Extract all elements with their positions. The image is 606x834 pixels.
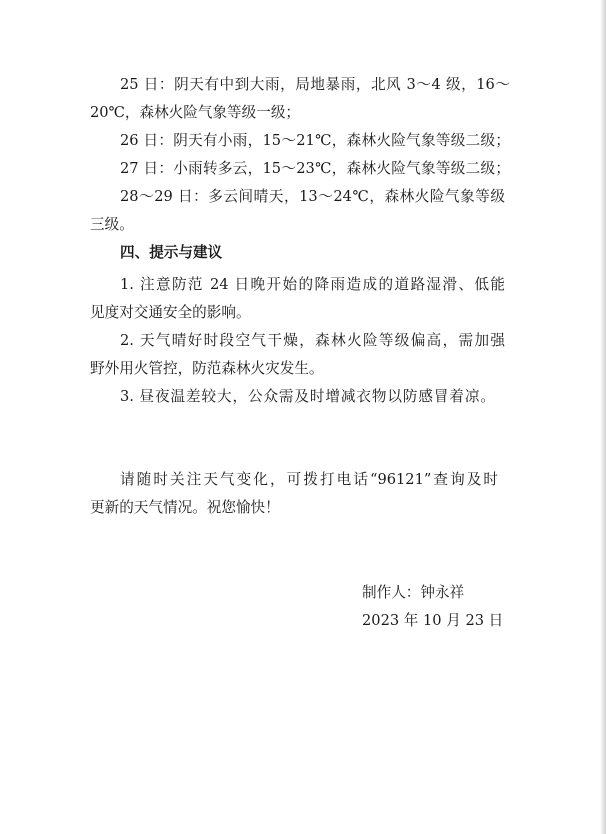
- closing-line1: 请随时关注天气变化，可拨打电话“96121”查询及时: [120, 471, 498, 488]
- advice-item3: 3. 昼夜温差较大，公众需及时增减衣物以防感冒着凉。: [120, 388, 495, 405]
- forecast-day28-29-line1: 28～29 日：多云间晴天，13～24℃，森林火险气象等级: [120, 188, 505, 205]
- advice-item2-line2: 野外用火管控，防范森林火灾发生。: [90, 360, 324, 377]
- signature-date: 2023 年 10 月 23 日: [362, 612, 504, 629]
- forecast-day27: 27 日：小雨转多云，15～23℃，森林火险气象等级二级；: [120, 160, 510, 177]
- page-edge-shadow: [600, 0, 606, 834]
- advice-item1-line2: 见度对交通安全的影响。: [90, 304, 251, 321]
- forecast-day26: 26 日：阴天有小雨，15～21℃，森林火险气象等级二级；: [120, 132, 510, 149]
- signature-author: 制作人：钟永祥: [362, 584, 465, 601]
- advice-item2-line1: 2. 天气晴好时段空气干燥，森林火险等级偏高，需加强: [120, 332, 505, 349]
- closing-line2: 更新的天气情况。祝您愉快！: [90, 499, 280, 516]
- forecast-day25-line2: 20℃，森林火险气象等级一级；: [90, 104, 301, 121]
- forecast-day25-line1: 25 日：阴天有中到大雨，局地暴雨，北风 3～4 级，16～: [120, 76, 510, 93]
- section-heading-advice: 四、提示与建议: [120, 244, 223, 261]
- forecast-day28-29-line2: 三级。: [90, 216, 134, 233]
- advice-item1-line1: 1. 注意防范 24 日晚开始的降雨造成的道路湿滑、低能: [120, 276, 505, 293]
